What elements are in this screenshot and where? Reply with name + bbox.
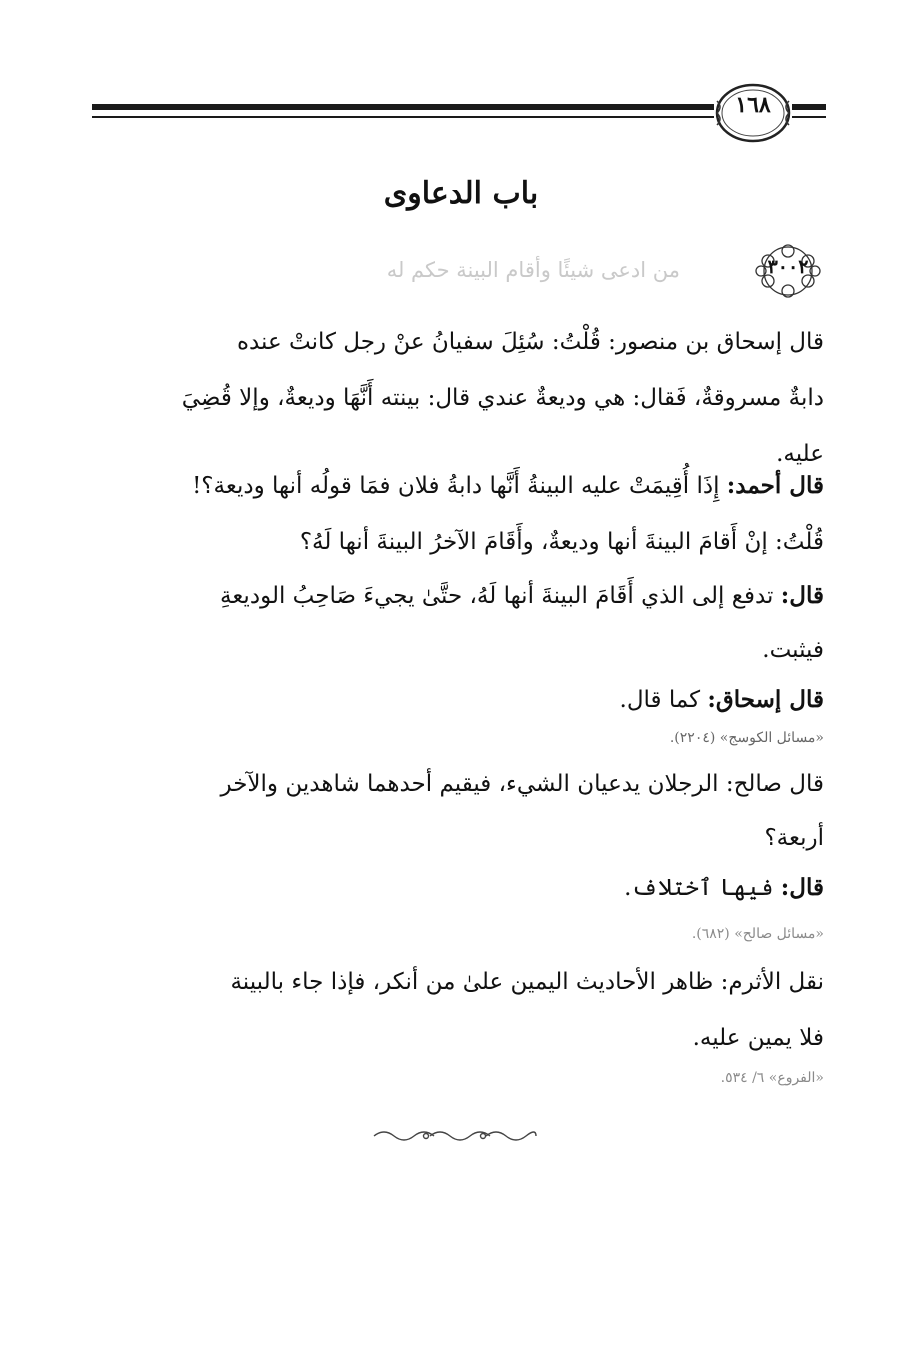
- paragraph-text: تدفع إلى الذي أَقَامَ البينةَ أنها لَهُ، حتَّىٰ يجيءَ صَاحِبُ الوديعةِ: [220, 583, 781, 609]
- paragraph-line: دابةٌ مسروقةٌ، فَقال: هي وديعةٌ عندي قال: بينته أَنَّهَا وديعةٌ، وإلا قُضِيَ: [181, 385, 824, 411]
- header-rule-right: [792, 104, 826, 110]
- entry-heading: من ادعى شيئًا وأقام البينة حكم له: [386, 258, 680, 282]
- closing-ornament-icon: [370, 1128, 540, 1144]
- source-citation: «مسائل صالح» (٦٨٢).: [691, 926, 824, 942]
- paragraph-line: [94, 862, 824, 914]
- paragraph-text: إِذَا أُقِيمَتْ عليه البينةُ أَنَّها دابةُ فلان فمَا قولُه أنها وديعة؟!: [192, 473, 727, 499]
- header-rule-thin: [92, 116, 714, 118]
- entry-number: ٣٠٠٢: [767, 256, 809, 278]
- paragraph-line: قال صالح: الرجلان يدعيان الشيء، فيقيم أحدهما شاهدين والآخر: [220, 771, 824, 797]
- speaker-label: قال:: [780, 874, 824, 901]
- page-number: ١٦٨: [735, 92, 771, 118]
- paragraph-line: قال إسحاق بن منصور: قُلْتُ: سُئِلَ سفيانُ عنْ رجل كانتْ عنده: [236, 329, 824, 355]
- paragraph-line: [94, 674, 824, 726]
- paragraph-line: نقل الأثرم: ظاهر الأحاديث اليمين علىٰ من أنكر، فإذا جاء بالبينة: [230, 969, 824, 995]
- speaker-label: قال إسحاق:: [707, 686, 824, 713]
- header-rule: [92, 104, 714, 110]
- chapter-title: باب الدعاوى: [383, 176, 539, 211]
- speaker-label: قال أحمد:: [726, 472, 824, 499]
- paragraph-line: [94, 460, 824, 512]
- header-rule-right-thin: [792, 116, 826, 118]
- source-citation: «الفروع» ٦/ ٥٣٤.: [720, 1070, 824, 1086]
- paragraph-text: فيها ٱختلاف.: [624, 875, 781, 901]
- paragraph-line: أربعة؟: [764, 825, 824, 851]
- source-citation: «مسائل الكوسج» (٢٢٠٤).: [669, 730, 824, 746]
- paragraph-line: [94, 570, 824, 622]
- paragraph-text: كما قال.: [619, 687, 708, 713]
- paragraph-line: عليه.: [776, 441, 824, 467]
- paragraph-line: فيثبت.: [762, 637, 824, 663]
- paragraph-line: فلا يمين عليه.: [692, 1025, 824, 1051]
- speaker-label: قال:: [780, 582, 824, 609]
- paragraph-line: قُلْتُ: إنْ أَقامَ البينةَ أنها وديعةٌ، وأَقَامَ الآخرُ البينةَ أنها لَهُ؟: [299, 529, 824, 555]
